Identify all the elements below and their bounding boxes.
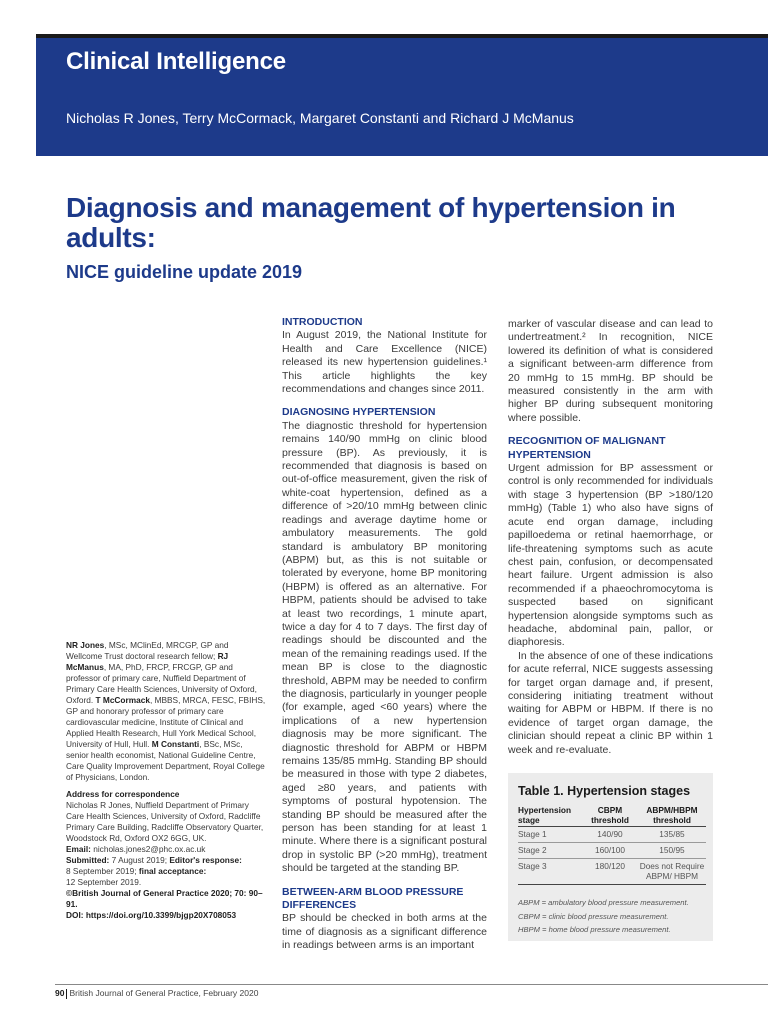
- section-name: Clinical Intelligence: [66, 48, 286, 75]
- table-cell: Stage 3: [518, 859, 582, 885]
- body-column-middle: [282, 316, 487, 953]
- correspondence-heading: Address for correspondence: [66, 789, 180, 799]
- paragraph-diagnosing-hypertension: The diagnostic threshold for hypertension remains 140/90 mmHg on clinic blood pressure (BP). As previously, it is recommended that diagnosis is based on out-of-office measurement, given the risk of white-coat hypertension, defined as a difference of >20/10 mmHg between clinic readings and average daytime home or ambulatory measurements. The gold standard is ambulatory BP monitoring (ABPM) but, as this is not suitable or tolerated by everyone, home BP monitoring (HBPM) is offered as an alternative. For HBPM, patients should be advised to take at least two recordings, 1 minute apart, twice a day for 4 to 7 days. The first day of readings should be discounted and the mean of the remaining readings used. If the mean BP is close to the diagnostic threshold, ABPM may be needed to confirm the diagnosis, particularly in younger people (for example, aged <60 years) where the implications of a new hypertension diagnosis may be more significant. The diagnostic threshold for ABPM or HBPM remains 135/85 mmHg. Standing BP should be measured in those with type 2 diabetes, aged ≥80 years, and patients with symptoms of postural hypotension. The standing BP should be measured after the person has been standing for at least 1 minute. Where there is a significant postural drop in systolic BP (>20 mmHg), treatment should be targeted at the standing BP.: [282, 419, 487, 875]
- author-details: , MSc, MClinEd, MRCGP, GP and Wellcome Trust doctoral research fellow;: [66, 640, 229, 661]
- author-name: T McCormack: [95, 695, 150, 705]
- author-name: RJ McManus: [66, 651, 229, 672]
- hypertension-stages-table: [518, 805, 706, 885]
- table-row: [518, 843, 706, 859]
- table-cell: Does not Require ABPM/ HBPM: [638, 859, 706, 885]
- hypertension-stages-table-box: [508, 773, 713, 941]
- table-row: [518, 859, 706, 885]
- author-name: M Constanti: [151, 739, 200, 749]
- table-cell: 160/100: [582, 843, 638, 859]
- paragraph-malignant-hypertension: Urgent admission for BP assessment or control is only recommended for individuals with stage 3 hypertension (BP >180/120 mmHg) (Table 1) who also have signs of acute end organ damage, including papilloedema or retinal haemorrhage, or life-threatening symptoms such as acute chest pain, confusion, or decompensated heart failure. Urgent admission is also recommended if a phaeochromocytoma is suspected based on significant hypertension alongside symptoms such as headache, abdominal pain, pallor, or diaphoresis.: [508, 462, 713, 649]
- doi-link[interactable]: DOI: https://doi.org/10.3399/bjgp20X708053: [66, 910, 237, 920]
- table-cell: Stage 2: [518, 843, 582, 859]
- footer-rule: [55, 984, 768, 985]
- table-cell: 180/120: [582, 859, 638, 885]
- table-footnote: HBPM = home blood pressure measurement.: [518, 925, 671, 934]
- table-header-cell: Hypertension stage: [518, 805, 582, 827]
- author-details: , MA, PhD, FRCP, FRCGP, GP and professor of primary care, Nuffield Department of Primary Care Health Sciences, University of Oxford, Oxford.: [66, 662, 257, 705]
- journal-citation: British Journal of General Practice, February 2020: [69, 988, 259, 998]
- paragraph-introduction: In August 2019, the National Institute for Health and Care Excellence (NICE) released its new hypertension guidelines.¹ This article highlights the key recommendations and changes since 2011.: [282, 329, 487, 396]
- table-cell: 140/90: [582, 827, 638, 843]
- editors-response-date: 8 September 2019;: [66, 866, 137, 876]
- page-footer: [55, 988, 258, 999]
- author-details: , BSc, MSc, senior health economist, National Guideline Centre, Care Quality Improvement Department, Royal College of Physicians, London.: [66, 739, 265, 782]
- correspondence-block: [66, 789, 266, 921]
- final-acceptance-date: 12 September 2019.: [66, 877, 142, 887]
- author-info-sidebar: [66, 640, 266, 921]
- table-row: [518, 827, 706, 843]
- table-header-row: [518, 805, 706, 827]
- footer-separator: [66, 989, 67, 999]
- article-title: Diagnosis and management of hypertension in adults:: [66, 192, 676, 253]
- submitted-date: 7 August 2019;: [111, 855, 168, 865]
- body-column-right: [508, 318, 713, 757]
- heading-between-arm-differences: BETWEEN-ARM BLOOD PRESSURE DIFFERENCES: [282, 885, 464, 912]
- email-link[interactable]: nicholas.jones2@phc.ox.ac.uk: [93, 844, 206, 854]
- submitted-label: Submitted:: [66, 855, 110, 865]
- author-affiliations: [66, 640, 266, 783]
- correspondence-address: Nicholas R Jones, Nuffield Department of Primary Care Health Sciences, University of Oxford, Radcliffe Primary Care Building, Radcliffe Observatory Quarter, Woodstock Rd, Oxford OX2 6GG, UK.: [66, 800, 264, 843]
- paragraph-malignant-hypertension-2: In the absence of one of these indications for acute referral, NICE suggests assessing for target organ damage and, if present, considering initiating treatment without waiting for ABPM or HBPM. If there is no evidence of target organ damage, the clinician should repeat a clinic BP within 1 week and re-evaluate.: [508, 649, 713, 756]
- table-footnote: CBPM = clinic blood pressure measurement.: [518, 911, 669, 921]
- author-name: NR Jones: [66, 640, 105, 650]
- table-cell: Stage 1: [518, 827, 582, 843]
- table-header-cell: ABPM/HBPM threshold: [638, 805, 706, 827]
- article-subtitle: NICE guideline update 2019: [66, 262, 303, 282]
- heading-introduction: INTRODUCTION: [282, 316, 363, 328]
- table-footnotes: [518, 896, 708, 937]
- final-acceptance-label: final acceptance:: [138, 866, 207, 876]
- paragraph-between-arm-differences: BP should be checked in both arms at the time of diagnosis as a significant difference in readings between arms is an important: [282, 912, 487, 952]
- table-cell: 135/85: [638, 827, 706, 843]
- table-header-cell: CBPM threshold: [582, 805, 638, 827]
- section-banner: [36, 38, 768, 156]
- table-title: Table 1. Hypertension stages: [518, 784, 691, 798]
- page-number: 90: [55, 988, 65, 998]
- table-cell: 150/95: [638, 843, 706, 859]
- paragraph-between-arm-continued: marker of vascular disease and can lead to undertreatment.² In recognition, NICE lowered its definition of what is considered a significant between-arm difference from 20 mmHg to 15 mmHg. BP should be measured consistently in the arm with higher BP during subsequent monitoring where possible.: [508, 318, 713, 424]
- author-list: Nicholas R Jones, Terry McCormack, Margaret Constanti and Richard J McManus: [66, 110, 574, 126]
- email-label: Email:: [66, 844, 91, 854]
- table-footnote: ABPM = ambulatory blood pressure measurement.: [518, 898, 689, 907]
- author-details: , MBBS, MRCA, FESC, FBIHS, GP and honorary professor of primary care cardiovascular medicine, Institute of Clinical and Applied Health Research, Hull York Medical School, University of Hull, Hull.: [66, 695, 266, 749]
- heading-diagnosing-hypertension: DIAGNOSING HYPERTENSION: [282, 406, 436, 419]
- copyright-line: ©British Journal of General Practice 2020; 70: 90–91.: [66, 888, 263, 909]
- editors-response-label: Editor's response:: [169, 855, 242, 865]
- heading-malignant-hypertension: RECOGNITION OF MALIGNANT HYPERTENSION: [508, 435, 666, 461]
